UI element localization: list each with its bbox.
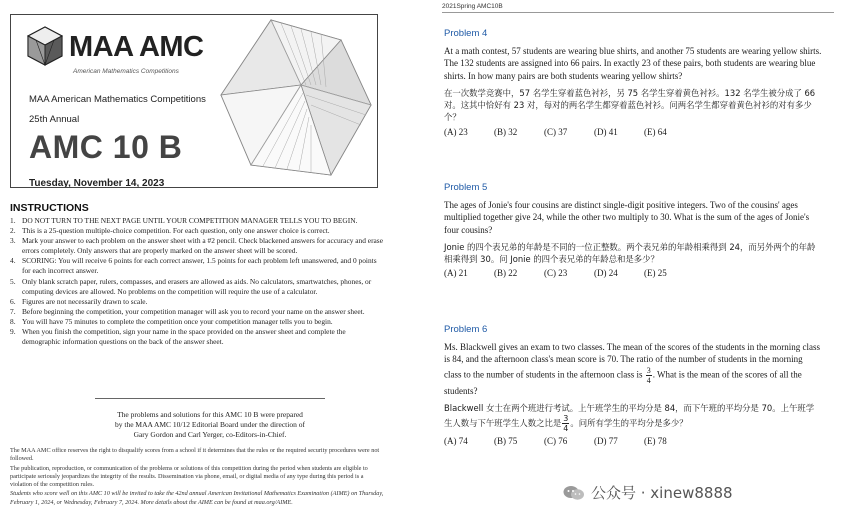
fraction: $\frac{3}{4}$ [646, 365, 651, 385]
cover-page [0, 0, 420, 525]
choice-d: (D) 77 [594, 436, 618, 447]
problem-title: Problem 5 [444, 182, 488, 193]
problem-title: Problem 6 [444, 324, 488, 335]
choice-e: (E) 78 [644, 436, 667, 447]
choice-a: (A) 23 [444, 126, 468, 137]
logo-subtitle: American Mathematics Competitions [73, 68, 179, 75]
instructions-list [10, 216, 385, 347]
fine-print-paragraph: The MAA AMC office reserves the right to disqualify scores from a school if it determines that the rules or the required security procedures were not followed. [10, 447, 380, 463]
credits-block [60, 410, 360, 440]
instruction-item: 9. When you finish the competition, sign your name in the space provided on the answer sheet and complete the demographic information questions on the back of the answer sheet. [10, 327, 346, 347]
page-header: 2021Spring AMC10B [442, 3, 503, 10]
instruction-item: 8. You will have 75 minutes to complete the competition once your competition manager tells you to begin. [10, 316, 333, 326]
problem-english: Ms. Blackwell gives an exam to two classes. The mean of the scores of the students in the morning class is 84, and the afternoon class's mean score is 70. The ratio of the number of students in the morning class to the number of students in the afternoon class is $\frac{3}{4}$ . What is the mean of the scores of all the students? [444, 342, 821, 396]
watermark-text: 公众号 · xinew8888 [591, 484, 733, 502]
choice-a: (A) 74 [444, 436, 468, 447]
choice-e: (E) 64 [644, 126, 667, 137]
fine-print-paragraph: The publication, reproduction, or communication of the problems or solutions of this competition during the period when students are eligible to participate seriously jeopardizes the integrity of the results. Dissemination via phone, email, or digital media of any type during this period is a violation of the competition rules. [10, 464, 368, 488]
fine-print-paragraph: Students who score well on this AMC 10 will be invited to take the 42nd annual American Invitational Mathematics Examination (AIME) on Thursday, February 1, 2024, or Wednesday, February 7, 2024. More details about the AIME can be found at maa.org/AIME. [10, 490, 384, 506]
instruction-item: 5. Only blank scratch paper, rulers, compasses, and erasers are allowed as aids. No calculators, smartwatches, phones, or computing devices are allowed. No problems on the competition will require the use of a calculator. [10, 276, 372, 296]
instruction-item: 4. SCORING: You will receive 6 points for each correct answer, 1.5 points for each problem left unanswered, and 0 points for each incorrect answer. [10, 256, 377, 276]
answer-choices [444, 127, 822, 137]
instruction-item: 1. DO NOT TURN TO THE NEXT PAGE UNTIL YOUR COMPETITION MANAGER TELLS YOU TO BEGIN. [10, 216, 358, 225]
problem-title: Problem 4 [444, 28, 488, 39]
choice-c: (C) 37 [544, 126, 568, 137]
wechat-icon [563, 485, 585, 501]
choice-b: (B) 22 [494, 268, 518, 279]
choice-b: (B) 32 [494, 126, 518, 137]
credits-divider [95, 398, 325, 399]
instruction-item: 3. Mark your answer to each problem on the answer sheet with a #2 pencil. Check blackened answers for accuracy and erase errors completely. Only answers that are properly marked on the answer sheet will be scored. [10, 236, 383, 256]
problem-4 [444, 28, 822, 137]
credits-line: The problems and solutions for this AMC 10 B were prepared [117, 410, 303, 419]
instruction-item: 6. Figures are not necessarily drawn to scale. [10, 296, 148, 306]
polyhedron-decoration-icon [211, 15, 378, 187]
choice-c: (C) 76 [544, 436, 568, 447]
choice-d: (D) 24 [594, 268, 618, 279]
watermark [563, 482, 733, 503]
choice-a: (A) 21 [444, 268, 468, 279]
problem-chinese: Blackwell 女士在两个班进行考试。上午班学生的平均分是 84，而下午班的平均分是 70。上午班学生人数与下午班学生人数之比是 $\frac{3}{4}$ 。问所有学生的平均分是多少？ [444, 402, 815, 434]
answer-choices [444, 268, 822, 278]
instruction-item: 7. Before beginning the competition, your competition manager will ask you to record your name on the answer sheet. [10, 306, 365, 316]
credits-line: by the MAA AMC 10/12 Editorial Board under the direction of [115, 420, 305, 429]
cover-banner [10, 14, 378, 188]
instructions-heading: INSTRUCTIONS [10, 202, 89, 214]
choice-b: (B) 75 [494, 436, 518, 447]
choice-c: (C) 23 [544, 268, 568, 279]
answer-choices [444, 436, 822, 446]
problem-chinese: Jonie 的四个表兄弟的年龄是不同的一位正整数。两个表兄弟的年龄相乘得到 24，而另外两个的年龄相乘得到 30。问 Jonie 的四个表兄弟的年龄总和是多少？ [444, 241, 816, 265]
fine-print [10, 447, 385, 508]
problem-english: The ages of Jonie's four cousins are distinct single-digit positive integers. Two of the cousins' ages multiplied together give 24, while the other two multiply to 30. What is the sum of the ages of Jonie's four cousins? [444, 200, 810, 235]
problem-chinese: 在一次数学竞赛中，57 名学生穿着蓝色衬衫，另 75 名学生穿着黄色衬衫。132 名学生被分成了 66 对。这其中恰好有 23 对，每对的两名学生都穿着蓝色衬衫。问两名学生都穿着黄色衬衫的对有多少个？ [444, 87, 816, 123]
credits-line: Gary Gordon and Carl Yerger, co-Editors-in-Chief. [133, 430, 287, 439]
annual-label: 25th Annual [29, 114, 80, 125]
organization-name: MAA American Mathematics Competitions [29, 94, 206, 105]
contest-date: Tuesday, November 14, 2023 [29, 178, 165, 188]
problem-5 [444, 182, 822, 278]
contest-title: AMC 10 B [29, 129, 183, 165]
problem-english: At a math contest, 57 students are wearing blue shirts, and another 75 students are wearing yellow shirts. The 132 students are assigned into 66 pairs. In exactly 23 of these pairs, both students are wearing blue shirts. In how many pairs are both students wearing yellow shirts? [444, 46, 822, 81]
maa-logo-icon [25, 25, 65, 67]
fraction: $\frac{3}{4}$ [563, 414, 569, 434]
choice-e: (E) 25 [644, 268, 667, 279]
instruction-item: 2. This is a 25-question multiple-choice competition. For each question, only one answer choice is correct. [10, 226, 330, 236]
header-rule [442, 12, 834, 13]
logo-wordmark: MAA AMC [69, 31, 204, 63]
problems-page [420, 0, 841, 525]
choice-d: (D) 41 [594, 126, 618, 137]
problem-6 [444, 324, 822, 446]
